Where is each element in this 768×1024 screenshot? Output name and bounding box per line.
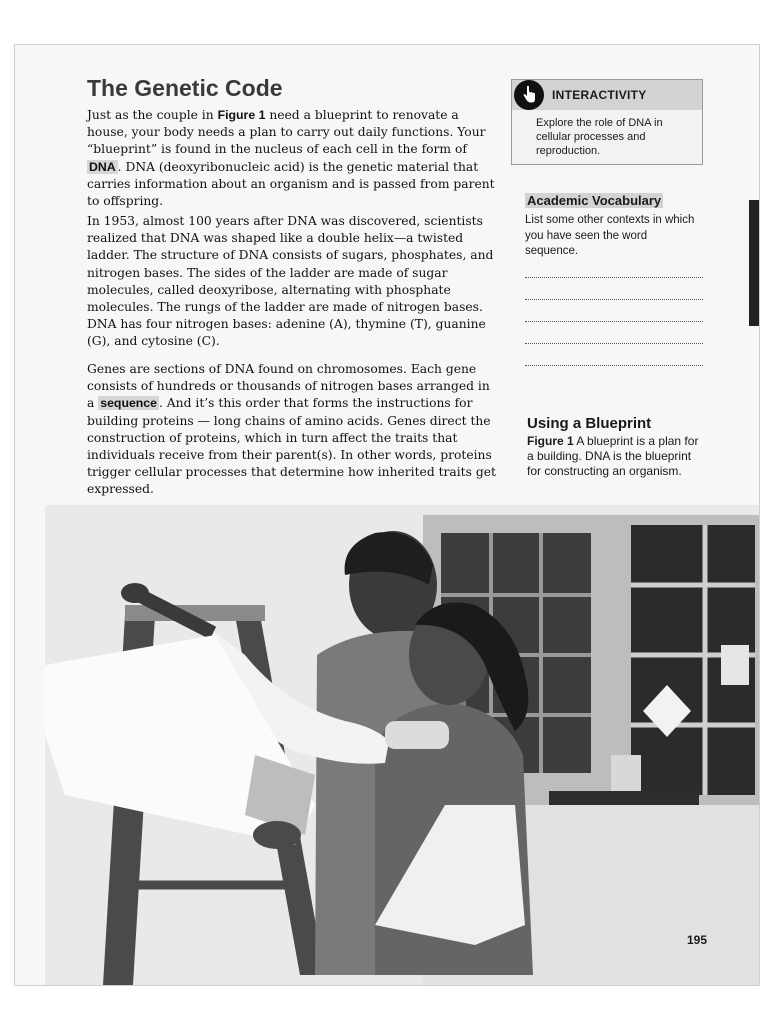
academic-vocabulary-title: Academic Vocabulary — [527, 193, 662, 208]
academic-vocabulary-prompt: List some other contexts in which you have seen the word sequence. — [525, 214, 695, 257]
answer-line[interactable] — [525, 343, 703, 344]
answer-line[interactable] — [525, 299, 703, 300]
answer-line[interactable] — [525, 321, 703, 322]
hand-pointer-icon — [514, 80, 544, 110]
figure-caption — [527, 434, 707, 479]
vocab-term-dna: DNA — [89, 159, 116, 174]
page-title: The Genetic Code — [87, 75, 283, 101]
interactivity-box[interactable] — [511, 79, 703, 165]
hand-pointer-glyph — [519, 85, 539, 105]
figure-reference: Figure 1 — [217, 108, 266, 122]
interactivity-description: Explore the role of DNA in cellular processes and reproduction. — [536, 117, 663, 157]
page-number: 195 — [687, 933, 708, 947]
paragraph-text: . And it’s this order that forms the instructions for building proteins — long chains of amino acids. Genes direct the construction of proteins, which in turn affect the traits that individuals receive from their parent(s). In other words, proteins trigger cellular processes that determine how inherited traits get expressed. — [87, 396, 496, 497]
paragraph-double-helix: In 1953, almost 100 years after DNA was discovered, scientists realized that DNA was shaped like a double helix—a twisted ladder. The structure of DNA consists of sugars, phosphates, and nitrogen bases. The sides of the ladder are made of sugar molecules, called deoxyribose, alternating with phosphate molecules. The rungs of the ladder are made of nitrogen bases. DNA has four nitrogen bases: adenine (A), thymine (T), guanine (G), and cytosine (C). — [87, 214, 494, 349]
paragraph-text: Just as the couple in — [87, 108, 218, 122]
paragraph-text: Genes are sections of DNA found on chromosomes. Each gene consists of hundreds or thousands of nitrogen bases arranged in a — [87, 362, 490, 411]
figure-label: Figure 1 — [527, 434, 574, 448]
interactivity-header — [512, 80, 702, 110]
interactivity-label: INTERACTIVITY — [552, 88, 647, 102]
paragraph-text: . DNA (deoxyribonucleic acid) is the genetic material that carries information about an organism and is passed from parent to offspring. — [87, 159, 495, 209]
page-edge-tab — [749, 200, 759, 326]
vocab-term-sequence: sequence — [100, 396, 157, 411]
paragraph-text: need a blueprint to renovate a house, your body needs a plan to carry out daily functions. Your “blueprint” is found in the nucleus of each cell in the form of — [87, 108, 486, 157]
figure-heading: Using a Blueprint — [527, 415, 652, 432]
figure-1-photo — [45, 505, 759, 985]
caption-text: A blueprint is a plan for a building. DNA is the blueprint for constructing an organism. — [527, 434, 699, 478]
textbook-page — [14, 44, 760, 986]
answer-line[interactable] — [525, 365, 703, 366]
answer-line[interactable] — [525, 277, 703, 278]
paragraph-genes — [87, 361, 499, 499]
paragraph-blueprint — [87, 107, 499, 210]
